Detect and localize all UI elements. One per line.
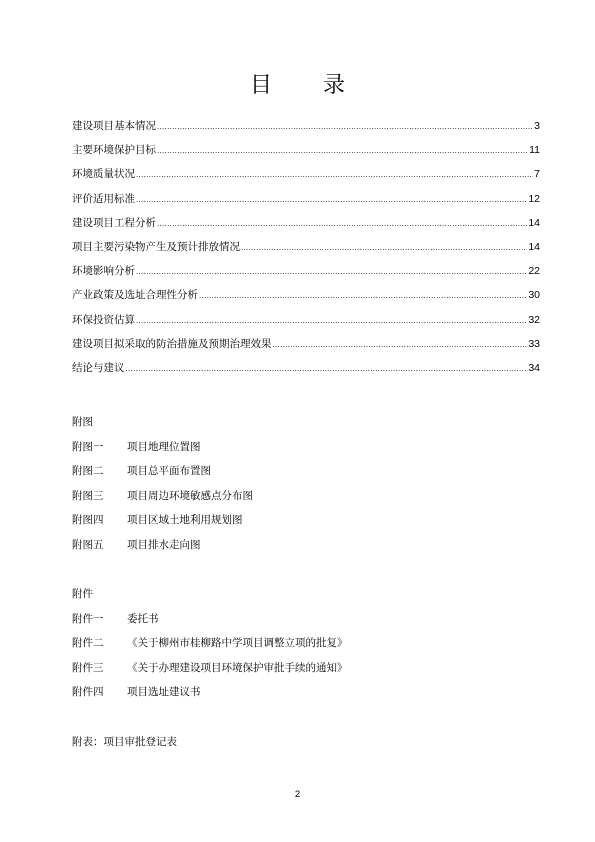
- toc-entry[interactable]: [72, 216, 540, 240]
- toc-entry-label: 产业政策及选址合理性分析: [72, 289, 198, 302]
- attachment-title: 项目选址建议书: [127, 686, 201, 698]
- toc-entry[interactable]: [72, 337, 540, 361]
- toc-entry-label: 评价适用标准: [72, 192, 135, 205]
- figure-title: 项目地理位置图: [127, 440, 201, 453]
- toc-entry[interactable]: [72, 167, 540, 191]
- toc-entry-page: 32: [528, 313, 540, 326]
- figure-item: [72, 513, 253, 538]
- toc-entry[interactable]: [72, 143, 540, 167]
- figure-title: 项目周边环境敏感点分布图: [127, 489, 253, 502]
- toc-leader-dots: [136, 193, 527, 207]
- toc-leader-dots: [126, 362, 528, 376]
- toc-leader-dots: [136, 265, 527, 279]
- toc-leader-dots: [136, 314, 527, 328]
- attachment-item: [72, 636, 348, 661]
- toc-entry-page: 7: [534, 168, 540, 181]
- toc-entry-page: 14: [528, 240, 540, 253]
- attachments-section: [72, 587, 348, 710]
- attachments-heading: 附件: [72, 588, 93, 600]
- attachment-number: 附件四: [72, 686, 104, 698]
- toc-entry[interactable]: [72, 192, 540, 216]
- toc-entry[interactable]: [72, 288, 540, 312]
- attachment-title: 《关于办理建设项目环境保护审批手续的通知》: [127, 661, 348, 674]
- toc-leader-dots: [136, 168, 533, 182]
- toc-entry-page: 22: [528, 265, 540, 278]
- toc-entry-label: 结论与建议: [72, 361, 125, 374]
- figure-number: 附图五: [72, 538, 104, 551]
- toc-leader-dots: [157, 217, 527, 231]
- toc-entry-page: 30: [528, 289, 540, 302]
- attachment-number: 附件二: [72, 637, 104, 649]
- toc-entry-label: 主要环境保护目标: [72, 144, 156, 157]
- attachment-item: [72, 685, 348, 710]
- toc-entry-label: 环境影响分析: [72, 265, 135, 278]
- toc-entry-page: 34: [528, 361, 540, 374]
- toc-leader-dots: [273, 338, 528, 352]
- toc-entry[interactable]: [72, 119, 540, 143]
- toc-entry-page: 12: [528, 192, 540, 205]
- toc-leader-dots: [199, 289, 527, 303]
- figure-number: 附图四: [72, 514, 104, 526]
- toc-entry-label: 项目主要污染物产生及预计排放情况: [72, 240, 240, 253]
- appendix-table-line: 附表：项目审批登记表: [72, 736, 177, 748]
- toc-leader-dots: [157, 144, 528, 158]
- toc-entry-label: 环境质量状况: [72, 168, 135, 181]
- page-title: 目 录: [250, 73, 367, 98]
- figure-item: [72, 440, 253, 465]
- figure-item: [72, 464, 253, 489]
- toc-entry-page: 14: [528, 216, 540, 229]
- figure-title: 项目排水走向图: [127, 538, 201, 551]
- toc-entry[interactable]: [72, 264, 540, 288]
- attachment-title: 《关于柳州市桂柳路中学项目调整立项的批复》: [127, 637, 348, 649]
- figure-number: 附图三: [72, 489, 104, 502]
- figure-title: 项目总平面布置图: [127, 465, 211, 477]
- figure-number: 附图一: [72, 440, 104, 453]
- figure-item: [72, 489, 253, 514]
- toc-entry-label: 建设项目工程分析: [72, 216, 156, 229]
- attachment-number: 附件三: [72, 661, 104, 674]
- toc-entry-page: 33: [528, 337, 540, 350]
- toc-entry[interactable]: [72, 361, 540, 385]
- figure-title: 项目区域土地利用规划图: [127, 514, 243, 526]
- figures-section: [72, 415, 253, 562]
- figures-heading: 附图: [72, 416, 93, 428]
- toc-leader-dots: [241, 241, 527, 255]
- figure-item: [72, 538, 253, 563]
- toc-entry-page: 11: [529, 144, 540, 157]
- page-number: 2: [294, 789, 301, 800]
- toc-entry-label: 建设项目基本情况: [72, 120, 156, 132]
- attachment-item: [72, 661, 348, 686]
- attachment-item: [72, 612, 348, 637]
- toc-entry[interactable]: [72, 313, 540, 337]
- toc-entry-label: 环保投资估算: [72, 313, 135, 326]
- toc-entry[interactable]: [72, 240, 540, 264]
- attachment-number: 附件一: [72, 612, 104, 625]
- figure-number: 附图二: [72, 465, 104, 477]
- attachment-title: 委托书: [127, 612, 159, 625]
- toc-entry-page: 3: [534, 120, 540, 132]
- toc-leader-dots: [157, 120, 533, 134]
- table-of-contents: [72, 119, 540, 385]
- toc-entry-label: 建设项目拟采取的防治措施及预期治理效果: [72, 337, 272, 350]
